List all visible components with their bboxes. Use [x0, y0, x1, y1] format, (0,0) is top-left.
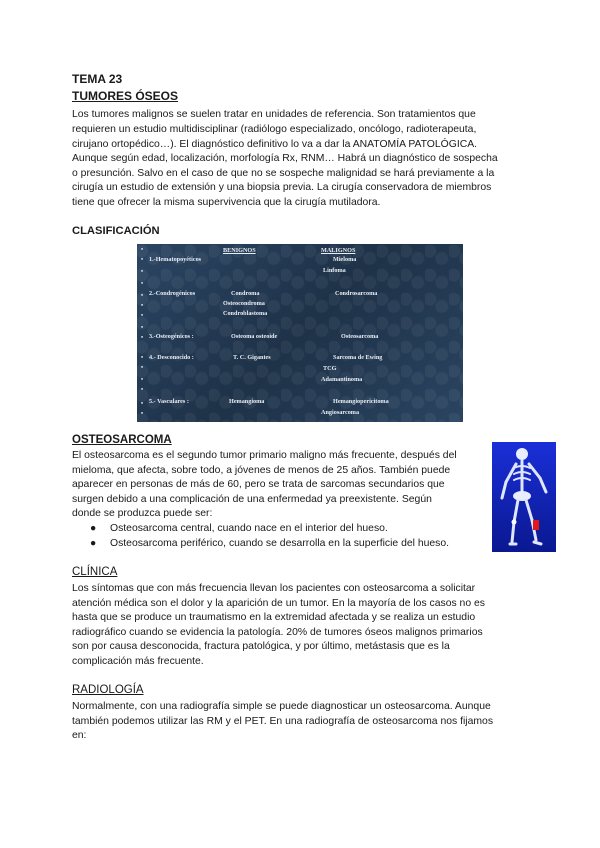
slide-bullet: • — [141, 401, 144, 407]
slide-bullet: • — [141, 411, 144, 417]
radiologia-heading: RADIOLOGÍA — [72, 684, 144, 696]
slide-bullet: • — [141, 293, 144, 299]
text-line: hasta que se produce un traumatismo en la extremidad afectada y se realiza un estudio — [72, 612, 476, 623]
classification-slide — [137, 244, 463, 422]
text-line: complicación más frecuente. — [72, 656, 204, 667]
slide-bullet: • — [141, 281, 144, 287]
text-line: mieloma, que afecta, sobre todo, a jóvenes de menos de 25 años. También puede — [72, 465, 451, 476]
slide-malign: Angiosarcoma — [321, 409, 360, 416]
slide-benign: Hemangioma — [229, 398, 265, 405]
slide-benign: Condroblastoma — [223, 310, 268, 317]
slide-group: 5.- Vasculares : — [149, 398, 189, 405]
slide-group: 2.-Condrogénicos — [149, 290, 196, 297]
clinica-heading: CLÍNICA — [72, 566, 118, 578]
text-line: son por causa desconocida, fractura patológica, y por último, metástasis que es la — [72, 641, 450, 652]
text-line: radiográfico cuando se evidencia la patología. 20% de tumores óseos malignos primarios — [72, 627, 483, 638]
slide-bullet: • — [141, 365, 144, 371]
skeleton-illustration — [492, 442, 556, 552]
slide-benign: Osteocondroma — [223, 300, 265, 307]
slide-benign: Condroma — [231, 290, 260, 297]
slide-header-malign: MALIGNOS — [321, 247, 356, 254]
text-line: donde se produzca puede ser: — [72, 508, 213, 519]
slide-bullet: • — [141, 355, 144, 361]
page-title: TEMA 23 — [72, 72, 123, 86]
text-line: surgen debido a una complicación de una enfermedad ya preexistente. Según — [72, 494, 432, 505]
list-item — [72, 522, 512, 537]
osteosarcoma-heading: OSTEOSARCOMA — [72, 434, 172, 446]
slide-header-benign: BENIGNOS — [223, 247, 256, 254]
text-line: aparecer en personas de más de 60, pero se trata de sarcomas secundarios que — [72, 479, 445, 490]
text-line: atención médica son el dolor y la aparición de un tumor. En la mayoría de los casos no es — [72, 598, 485, 609]
slide-bullet: • — [141, 247, 144, 253]
slide-bullet: • — [141, 257, 144, 263]
slide-malign: TCG — [323, 365, 337, 372]
slide-bullet: • — [141, 387, 144, 393]
text-line: Los síntomas que con más frecuencia llevan los pacientes con osteosarcoma a solicitar — [72, 583, 476, 594]
slide-bullet: • — [141, 325, 144, 331]
slide-bullet: • — [141, 303, 144, 309]
text-line: cirugía un estudio de extensión y una biopsia previa. La cirugía conservadora de miembros — [72, 182, 492, 193]
text-line: también podemos utilizar las RM y el PET. En una radiografía de osteosarcoma nos fijamos — [72, 716, 494, 727]
skeleton-icon — [492, 442, 556, 552]
osteosarcoma-types-list — [72, 522, 512, 551]
text-line: requieren un estudio multidisciplinar (radiólogo especializado, oncólogo, radioterapeuta, — [72, 124, 477, 135]
text-line: Normalmente, con una radiografía simple se puede diagnosticar un osteosarcoma. Aunque — [72, 701, 491, 712]
slide-malign: Linfoma — [323, 267, 346, 274]
slide-bullet: • — [141, 269, 144, 275]
bullet-icon: ● — [90, 523, 97, 534]
slide-bullet: • — [141, 313, 144, 319]
slide-group: 4.- Desconocido : — [149, 354, 194, 361]
text-line: tiene que ofrecer la misma supervivencia que la cirugía mutiladora. — [72, 197, 381, 208]
slide-malign: Adamantinoma — [321, 376, 363, 383]
text-line: El osteosarcoma es el segundo tumor primario maligno más frecuente, después del — [72, 450, 457, 461]
slide-malign: Osteosarcoma — [341, 333, 379, 340]
list-item — [72, 537, 512, 552]
list-item-text: Osteosarcoma central, cuando nace en el interior del hueso. — [110, 523, 388, 534]
text-line: Los tumores malignos se suelen tratar en unidades de referencia. Son tratamientos que — [72, 109, 476, 120]
slide-malign: Hemangiopericitoma — [333, 398, 389, 405]
slide-benign: T. C. Gigantes — [233, 354, 271, 361]
slide-group: 1.-Hematopoyéticos — [149, 256, 202, 263]
slide-bullet: • — [141, 377, 144, 383]
page-subtitle: TUMORES ÓSEOS — [72, 89, 179, 103]
list-item-text: Osteosarcoma periférico, cuando se desarrolla en la superficie del hueso. — [110, 537, 450, 549]
text-line: o presunción. Salvo en el caso de que no se sospeche malignidad se hará previamente a la — [72, 168, 495, 179]
text-line: en: — [72, 730, 87, 741]
slide-bullet: • — [141, 335, 144, 341]
slide-malign: Sarcoma de Ewing — [333, 354, 383, 361]
text-line: cirujano ortopédico…). El diagnóstico definitivo lo va a dar la ANATOMÍA PATOLÓGICA. — [72, 139, 478, 150]
slide-benign: Osteoma osteoide — [231, 333, 278, 340]
bullet-icon: ● — [90, 537, 97, 549]
slide-malign: Mieloma — [333, 256, 357, 263]
text-line: Aunque según edad, localización, morfología Rx, RNM… Habrá un diagnóstico de sospecha — [72, 153, 498, 164]
slide-malign: Condrosarcoma — [335, 290, 378, 297]
slide-group: 3.-Osteogénicos : — [149, 333, 194, 340]
clasificacion-heading: CLASIFICACIÓN — [72, 225, 160, 237]
